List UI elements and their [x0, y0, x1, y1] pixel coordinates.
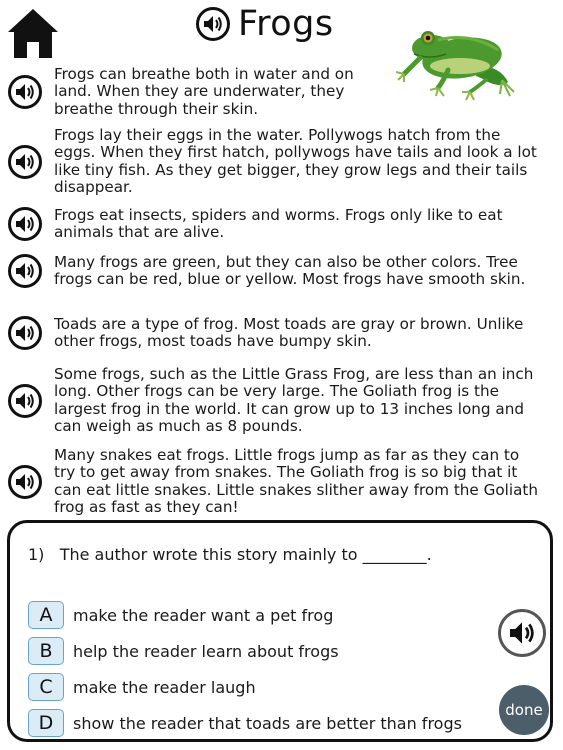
speaker-icon [15, 262, 35, 280]
done-button[interactable]: done [499, 685, 549, 735]
question-number: 1) [28, 545, 45, 564]
paragraph-text: Frogs eat insects, spiders and worms. Frogs only like to eat animals that are alive. [54, 206, 503, 242]
option-text[interactable]: help the reader learn about frogs [73, 641, 339, 661]
page-title: Frogs [238, 3, 334, 44]
option-letter[interactable]: D [28, 709, 64, 737]
paragraph-row [8, 366, 553, 436]
speaker-icon [508, 621, 536, 645]
speaker-icon [15, 473, 35, 491]
option-letter[interactable]: A [28, 601, 64, 629]
paragraph-speaker-button[interactable] [8, 207, 42, 241]
speaker-icon [15, 83, 35, 101]
paragraph-speaker-button[interactable] [8, 254, 42, 288]
speaker-icon [203, 15, 223, 33]
answer-option-b[interactable] [28, 637, 339, 665]
option-letter[interactable]: C [28, 673, 64, 701]
option-text[interactable]: make the reader want a pet frog [73, 605, 334, 625]
speaker-icon [15, 392, 35, 410]
paragraph-speaker-button[interactable] [8, 316, 42, 350]
home-button[interactable] [6, 6, 60, 60]
paragraph-row [8, 127, 553, 197]
paragraph-speaker-button[interactable] [8, 145, 42, 179]
answer-option-c[interactable] [28, 673, 256, 701]
paragraph-text: Many snakes eat frogs. Little frogs jump as far as they can to try to get away from snakes. The Goliath frog is so big that it can eat little snakes. Little snakes slither away from the Goliath frog as fast as they can! [54, 446, 538, 517]
answer-option-d[interactable] [28, 709, 462, 737]
paragraph-speaker-button[interactable] [8, 465, 42, 499]
home-icon [6, 6, 60, 60]
paragraph-row [8, 447, 553, 517]
speaker-icon [15, 215, 35, 233]
paragraph-row [8, 66, 553, 118]
option-letter[interactable]: B [28, 637, 64, 665]
title-speaker-button[interactable] [196, 7, 230, 41]
paragraph-row [8, 207, 553, 242]
option-text[interactable]: show the reader that toads are better than frogs [73, 713, 462, 733]
paragraph-speaker-button[interactable] [8, 75, 42, 109]
paragraph-row [8, 254, 553, 289]
paragraph-text: Frogs lay their eggs in the water. Pollywogs hatch from the eggs. When they first hatch, pollywogs have tails and look a lot like tiny fish. As they get bigger, they grow legs and their tails disappear. [54, 126, 537, 197]
paragraph-row [8, 316, 553, 351]
question-speaker-button[interactable] [498, 609, 546, 657]
speaker-icon [15, 324, 35, 342]
speaker-icon [15, 153, 35, 171]
question-text: The author wrote this story mainly to ________. [59, 545, 432, 564]
paragraph-text: Frogs can breathe both in water and on land. When they are underwater, they breathe through their skin. [54, 65, 354, 118]
title-bar [196, 2, 334, 46]
quiz-panel [7, 520, 553, 742]
option-text[interactable]: make the reader laugh [73, 677, 256, 697]
paragraph-text: Many frogs are green, but they can also be other colors. Tree frogs can be red, blue or yellow. Most frogs have smooth skin. [54, 253, 526, 289]
paragraph-speaker-button[interactable] [8, 384, 42, 418]
paragraph-text: Some frogs, such as the Little Grass Frog, are less than an inch long. Other frogs can be very large. The Goliath frog is the largest frog in the world. It can grow up to 13 inches long and can weigh as much as 8 pounds. [54, 365, 534, 436]
paragraph-text: Toads are a type of frog. Most toads are gray or brown. Unlike other frogs, most toads have bumpy skin. [54, 315, 524, 351]
question [28, 545, 432, 564]
answer-option-a[interactable] [28, 601, 333, 629]
